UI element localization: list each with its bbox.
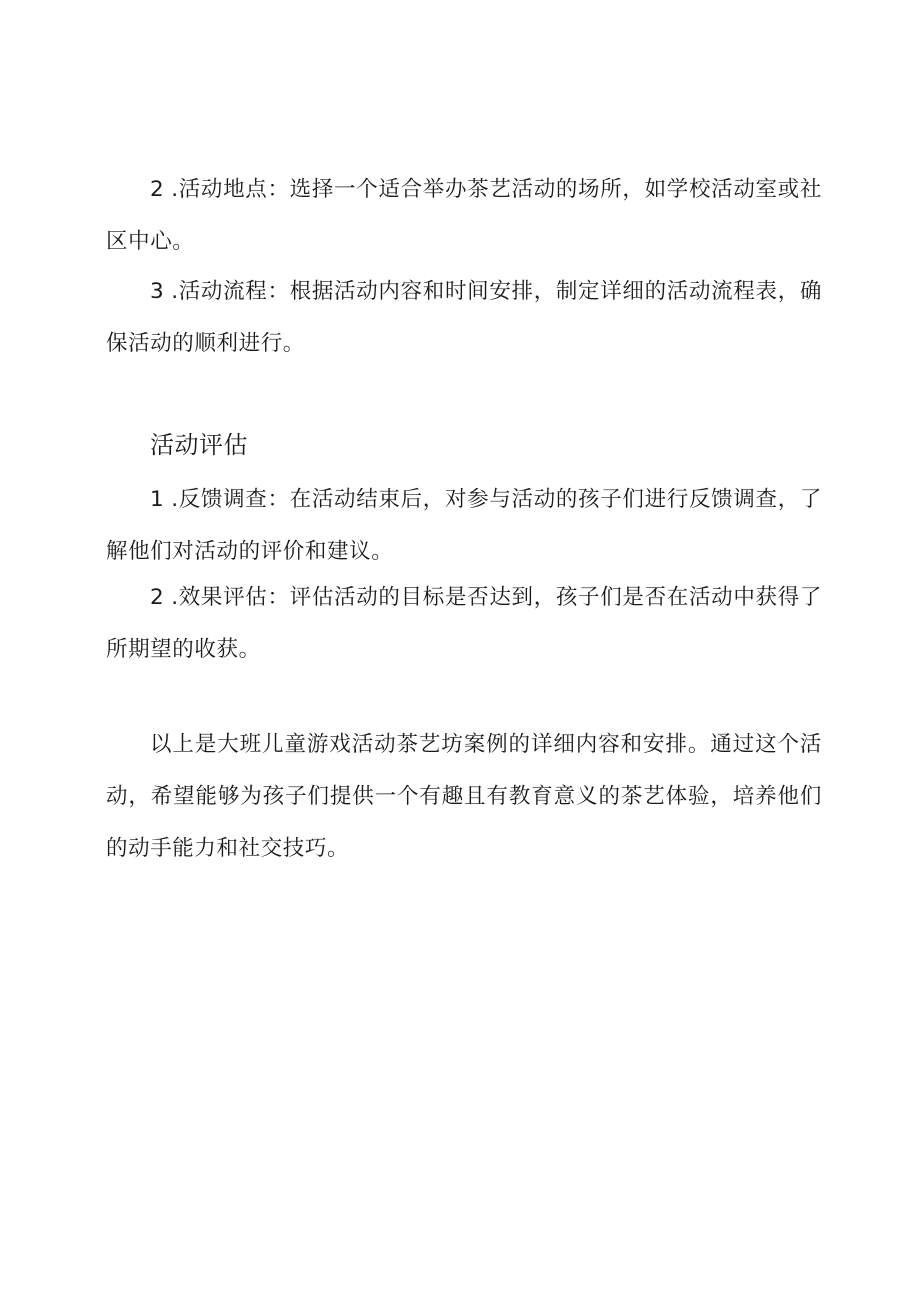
list-item-number: 2: [150, 585, 164, 610]
section-heading-evaluation: 活动评估: [150, 431, 248, 459]
list-item-feedback: [106, 474, 822, 578]
list-item-number: 3: [150, 279, 164, 304]
list-item-number: 2: [150, 177, 164, 202]
list-item-venue: [106, 164, 822, 268]
list-item-effect: [106, 572, 822, 676]
list-item-number: 1: [150, 487, 164, 512]
list-item-text: .活动流程：根据活动内容和时间安排，制定详细的活动流程表，确保活动的顺利进行。: [106, 279, 823, 356]
list-item-text: .活动地点：选择一个适合举办茶艺活动的场所，如学校活动室或社区中心。: [106, 177, 823, 254]
list-item-process: [106, 266, 822, 370]
list-item-text: .反馈调查：在活动结束后，对参与活动的孩子们进行反馈调查，了解他们对活动的评价和建议。: [106, 487, 823, 564]
list-item-text: .效果评估：评估活动的目标是否达到，孩子们是否在活动中获得了所期望的收获。: [106, 585, 823, 662]
conclusion-paragraph: 以上是大班儿童游戏活动茶艺坊案例的详细内容和安排。通过这个活动，希望能够为孩子们提供一个有趣且有教育意义的茶艺体验，培养他们的动手能力和社交技巧。: [106, 732, 822, 861]
